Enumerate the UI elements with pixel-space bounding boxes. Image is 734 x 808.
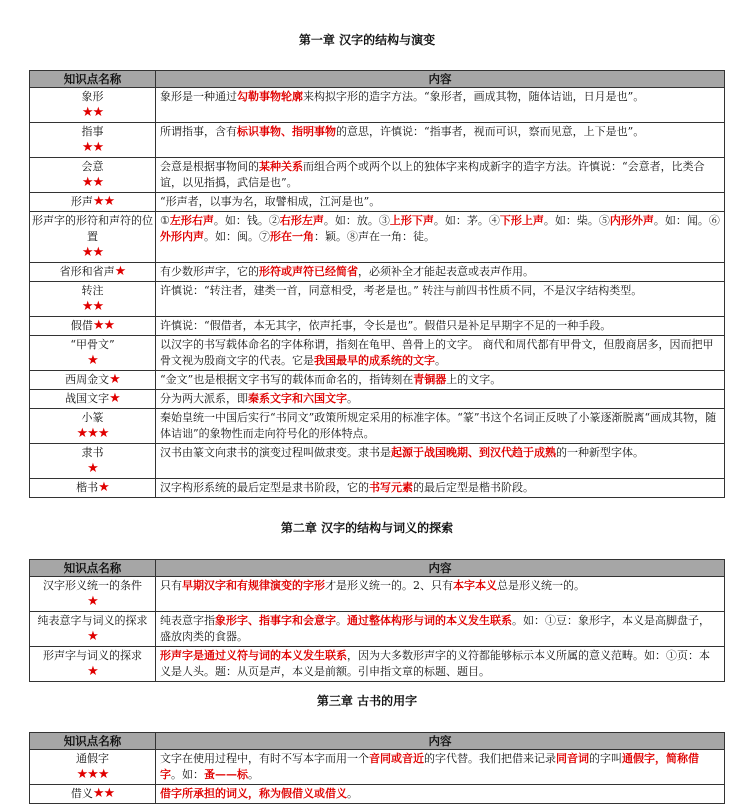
importance-stars: ★: [87, 664, 98, 679]
content-text: 而组合两个或两个以上的独体字来构成新字的造字方法。许慎说：“会意者，比类合谊，以见指撝，武信是也”。: [160, 160, 705, 189]
content-text: 。如：放。③: [323, 214, 390, 227]
knowledge-point-content: [156, 390, 725, 409]
highlight-text: 通假字，简称借字: [160, 752, 699, 781]
content-text: ①: [160, 214, 170, 227]
knowledge-point-name: [30, 263, 156, 282]
highlight-text: 音同或音近: [369, 752, 424, 765]
knowledge-point-content: [156, 212, 725, 263]
knowledge-point-content: [156, 371, 725, 390]
content-text: 总是形义统一的。: [497, 579, 585, 592]
point-name-text: 通假字: [76, 752, 109, 765]
table-row: [30, 647, 725, 682]
point-name-text: “甲骨文”: [70, 338, 115, 351]
knowledge-point-content: [156, 444, 725, 479]
highlight-text: 勾勒事物轮廓: [237, 90, 303, 103]
table-row: [30, 123, 725, 158]
knowledge-point-name: [30, 317, 156, 336]
content-text: 。如：①豆：象形字，本义是高脚盘子，盛放肉类的食器。: [160, 614, 710, 643]
importance-stars: ★★★: [76, 426, 109, 441]
table-row: [30, 282, 725, 317]
knowledge-point-content: [156, 647, 725, 682]
point-name-text: 形声: [70, 195, 93, 208]
importance-stars: ★★: [81, 245, 104, 260]
content-text: 有少数形声字，它的: [160, 265, 259, 278]
importance-stars: ★★: [92, 786, 115, 801]
importance-stars: ★★: [92, 318, 115, 333]
content-text: 来构拟字形的造字方法。“象形者，画成其物，随体诘诎，日月是也”。: [303, 90, 645, 103]
table-row: [30, 785, 725, 804]
table-row: [30, 479, 725, 498]
knowledge-point-name: [30, 750, 156, 785]
importance-stars: ★★: [81, 299, 104, 314]
chapter-3-table: [29, 732, 725, 804]
highlight-text: 书写元素: [369, 481, 413, 494]
point-name-text: 汉字形义统一的条件: [43, 579, 142, 592]
knowledge-point-name: [30, 158, 156, 193]
point-name-text: 转注: [81, 284, 104, 297]
highlight-text: 青铜器: [413, 373, 447, 386]
chapter-2-title: 第二章 汉字的结构与词义的探索: [280, 521, 454, 535]
header-content: 内容: [156, 560, 725, 577]
highlight-text: 象形字、指事字和会意字: [215, 614, 336, 627]
header-content: 内容: [156, 733, 725, 750]
point-name-text: 形声字与词义的探求: [43, 649, 142, 662]
knowledge-point-content: [156, 88, 725, 123]
content-text: 的字代替。我们把借来记录: [424, 752, 556, 765]
importance-stars: ★: [109, 372, 120, 387]
content-text: 汉字构形系统的最后定型是隶书阶段，它的: [160, 481, 369, 494]
point-name-text: 小篆: [81, 411, 104, 424]
table-row: [30, 409, 725, 444]
knowledge-point-name: [30, 193, 156, 212]
importance-stars: ★★: [92, 194, 115, 209]
knowledge-point-name: [30, 409, 156, 444]
knowledge-point-content: [156, 193, 725, 212]
point-name-text: 隶书: [81, 446, 104, 459]
content-text: 秦始皇统一中国后实行“书同文”政策所规定采用的标准字体。“篆”书这个名词正反映了小篆逐渐脱离“画成其物，随体诘诎”的象物性而走向符号化的形体特点。: [160, 411, 717, 440]
knowledge-point-content: [156, 479, 725, 498]
highlight-text: 标识事物、指明事物: [237, 125, 336, 138]
chapter-1-title: 第一章 汉字的结构与演变: [298, 33, 436, 47]
content-text: 上的文字。: [446, 373, 502, 386]
knowledge-point-content: [156, 577, 725, 612]
content-text: 只有: [160, 579, 182, 592]
table-row: [30, 88, 725, 123]
highlight-text: 通过整体构形与词的本义发生联系: [347, 614, 512, 627]
header-name: 知识点名称: [30, 733, 156, 750]
point-name-text: 假借: [70, 319, 93, 332]
knowledge-point-content: [156, 785, 725, 804]
content-text: 会意是根据事物间的: [160, 160, 259, 173]
header-name: 知识点名称: [30, 560, 156, 577]
table-row: [30, 612, 725, 647]
content-text: 许慎说：“假借者，本无其字，依声托事，令长是也”。假借只是补足早期字不足的一种手段。: [160, 319, 612, 332]
table-row: [30, 577, 725, 612]
importance-stars: ★: [87, 594, 98, 609]
highlight-text: 形声字是通过义符与词的本义发生联系: [160, 649, 347, 662]
highlight-text: 蚤——标: [204, 768, 248, 781]
highlight-text: 左形右声: [169, 214, 214, 227]
table-row: [30, 336, 725, 371]
content-text: 的一种新型字体。: [556, 446, 644, 459]
importance-stars: ★: [87, 629, 98, 644]
table-row: [30, 371, 725, 390]
knowledge-point-content: [156, 123, 725, 158]
knowledge-point-name: [30, 577, 156, 612]
knowledge-point-content: [156, 317, 725, 336]
knowledge-point-name: [30, 88, 156, 123]
knowledge-point-name: [30, 479, 156, 498]
highlight-text: 上形下声: [389, 214, 434, 227]
content-text: 。如：: [171, 768, 204, 781]
importance-stars: ★★: [81, 175, 104, 190]
content-text: 汉书由篆文向隶书的演变过程叫做隶变。隶书是: [160, 446, 391, 459]
content-text: 的意思，许慎说：“指事者，视而可识，察而见意，上下是也”。: [336, 125, 645, 138]
table-row: [30, 390, 725, 409]
content-text: 。如：茅。④: [433, 214, 500, 227]
point-name-text: 形声字的形符和声符的位置: [32, 214, 153, 243]
content-text: 象形是一种通过: [160, 90, 237, 103]
chapter-1-table: [29, 70, 725, 498]
content-text: 。如：柴。⑤: [543, 214, 610, 227]
highlight-text: 某种关系: [259, 160, 303, 173]
knowledge-point-name: [30, 390, 156, 409]
content-text: “金文”也是根据文字书写的载体而命名的，指铸刻在: [160, 373, 414, 386]
chapter-2-table: [29, 559, 725, 682]
knowledge-point-content: [156, 612, 725, 647]
knowledge-point-name: [30, 212, 156, 263]
point-name-text: 指事: [81, 125, 104, 138]
highlight-text: 形符或声符已经简省: [259, 265, 358, 278]
point-name-text: 纯表意字与词义的探求: [37, 614, 148, 627]
highlight-text: 同音词: [556, 752, 589, 765]
knowledge-point-content: [156, 750, 725, 785]
content-text: 。如：钱。②: [213, 214, 280, 227]
knowledge-point-content: [156, 158, 725, 193]
table-row: [30, 750, 725, 785]
knowledge-point-name: [30, 612, 156, 647]
content-text: 的字叫: [589, 752, 622, 765]
knowledge-point-name: [30, 444, 156, 479]
content-text: 。: [347, 787, 358, 800]
content-text: 。: [435, 354, 446, 367]
table-row: [30, 444, 725, 479]
point-name-text: 会意: [81, 160, 104, 173]
header-name: 知识点名称: [30, 71, 156, 88]
content-text: 。: [347, 392, 358, 405]
content-text: ，因为大多数形声字的义符都能够标示本义所属的意义范畴。如：①页：本义是人头。题：从页是声，本义是前额。引申指文章的标题、题目。: [160, 649, 710, 678]
knowledge-point-name: [30, 371, 156, 390]
content-text: 才是形义统一的。2、只有: [325, 579, 453, 592]
highlight-text: 借字所承担的词义，称为假借义或借义: [160, 787, 347, 800]
knowledge-point-name: [30, 123, 156, 158]
content-text: 分为两大派系，即: [160, 392, 248, 405]
content-text: 所谓指事，含有: [160, 125, 237, 138]
content-text: 。: [336, 614, 347, 627]
highlight-text: 形在一角: [270, 230, 314, 243]
knowledge-point-content: [156, 409, 725, 444]
importance-stars: ★: [87, 353, 98, 368]
highlight-text: 秦系文字和六国文字: [248, 392, 347, 405]
content-text: 。如：闽。⑦: [204, 230, 270, 243]
knowledge-point-name: [30, 785, 156, 804]
importance-stars: ★★: [81, 105, 104, 120]
importance-stars: ★★★: [76, 767, 109, 782]
importance-stars: ★: [109, 391, 120, 406]
knowledge-point-content: [156, 336, 725, 371]
table-row: [30, 212, 725, 263]
table-row: [30, 263, 725, 282]
content-text: ，必须补全才能起表意或表声作用。: [358, 265, 534, 278]
point-name-text: 战国文字: [65, 392, 110, 405]
highlight-text: 起源于战国晚期、到汉代趋于成熟: [391, 446, 556, 459]
header-content: 内容: [156, 71, 725, 88]
knowledge-point-name: [30, 282, 156, 317]
knowledge-point-name: [30, 647, 156, 682]
content-text: 。如：闻。⑥: [653, 214, 720, 227]
highlight-text: 内形外声: [609, 214, 654, 227]
highlight-text: 早期汉字和有规律演变的字形: [182, 579, 325, 592]
point-name-text: 省形和省声: [59, 265, 115, 278]
knowledge-point-name: [30, 336, 156, 371]
importance-stars: ★★: [81, 140, 104, 155]
importance-stars: ★: [87, 461, 98, 476]
highlight-text: 我国最早的成系统的文字: [314, 354, 435, 367]
point-name-text: 西周金文: [65, 373, 110, 386]
knowledge-point-content: [156, 282, 725, 317]
content-text: 许慎说：“转注者，建类一首，同意相受，考老是也。” 转注与前四书性质不同，不是汉字结构类型。: [160, 284, 643, 297]
content-text: 纯表意字指: [160, 614, 215, 627]
table-row: [30, 158, 725, 193]
content-text: 。: [248, 768, 259, 781]
table-row: [30, 193, 725, 212]
content-text: 的最后定型是楷书阶段。: [413, 481, 534, 494]
table-row: [30, 317, 725, 336]
content-text: ：颖。⑧声在一角：徒。: [314, 230, 435, 243]
content-text: 文字在使用过程中，有时不写本字而用一个: [160, 752, 369, 765]
highlight-text: 外形内声: [160, 230, 204, 243]
content-text: “形声者，以事为名，取譬相成，江河是也”。: [160, 195, 381, 208]
highlight-text: 右形左声: [279, 214, 324, 227]
importance-stars: ★: [98, 480, 109, 495]
highlight-text: 下形上声: [499, 214, 544, 227]
chapter-3-title: 第三章 古书的用字: [316, 694, 418, 708]
point-name-text: 借义: [70, 787, 93, 800]
point-name-text: 楷书: [76, 481, 99, 494]
content-text: 以汉字的书写载体命名的字体称谓，指刻在龟甲、兽骨上的文字。 商代和周代都有甲骨文，但殷商居多，因而把甲骨文视为殷商文字的代表。它是: [160, 338, 714, 367]
highlight-text: 本字本义: [453, 579, 497, 592]
point-name-text: 象形: [81, 90, 104, 103]
knowledge-point-content: [156, 263, 725, 282]
importance-stars: ★: [114, 264, 126, 279]
